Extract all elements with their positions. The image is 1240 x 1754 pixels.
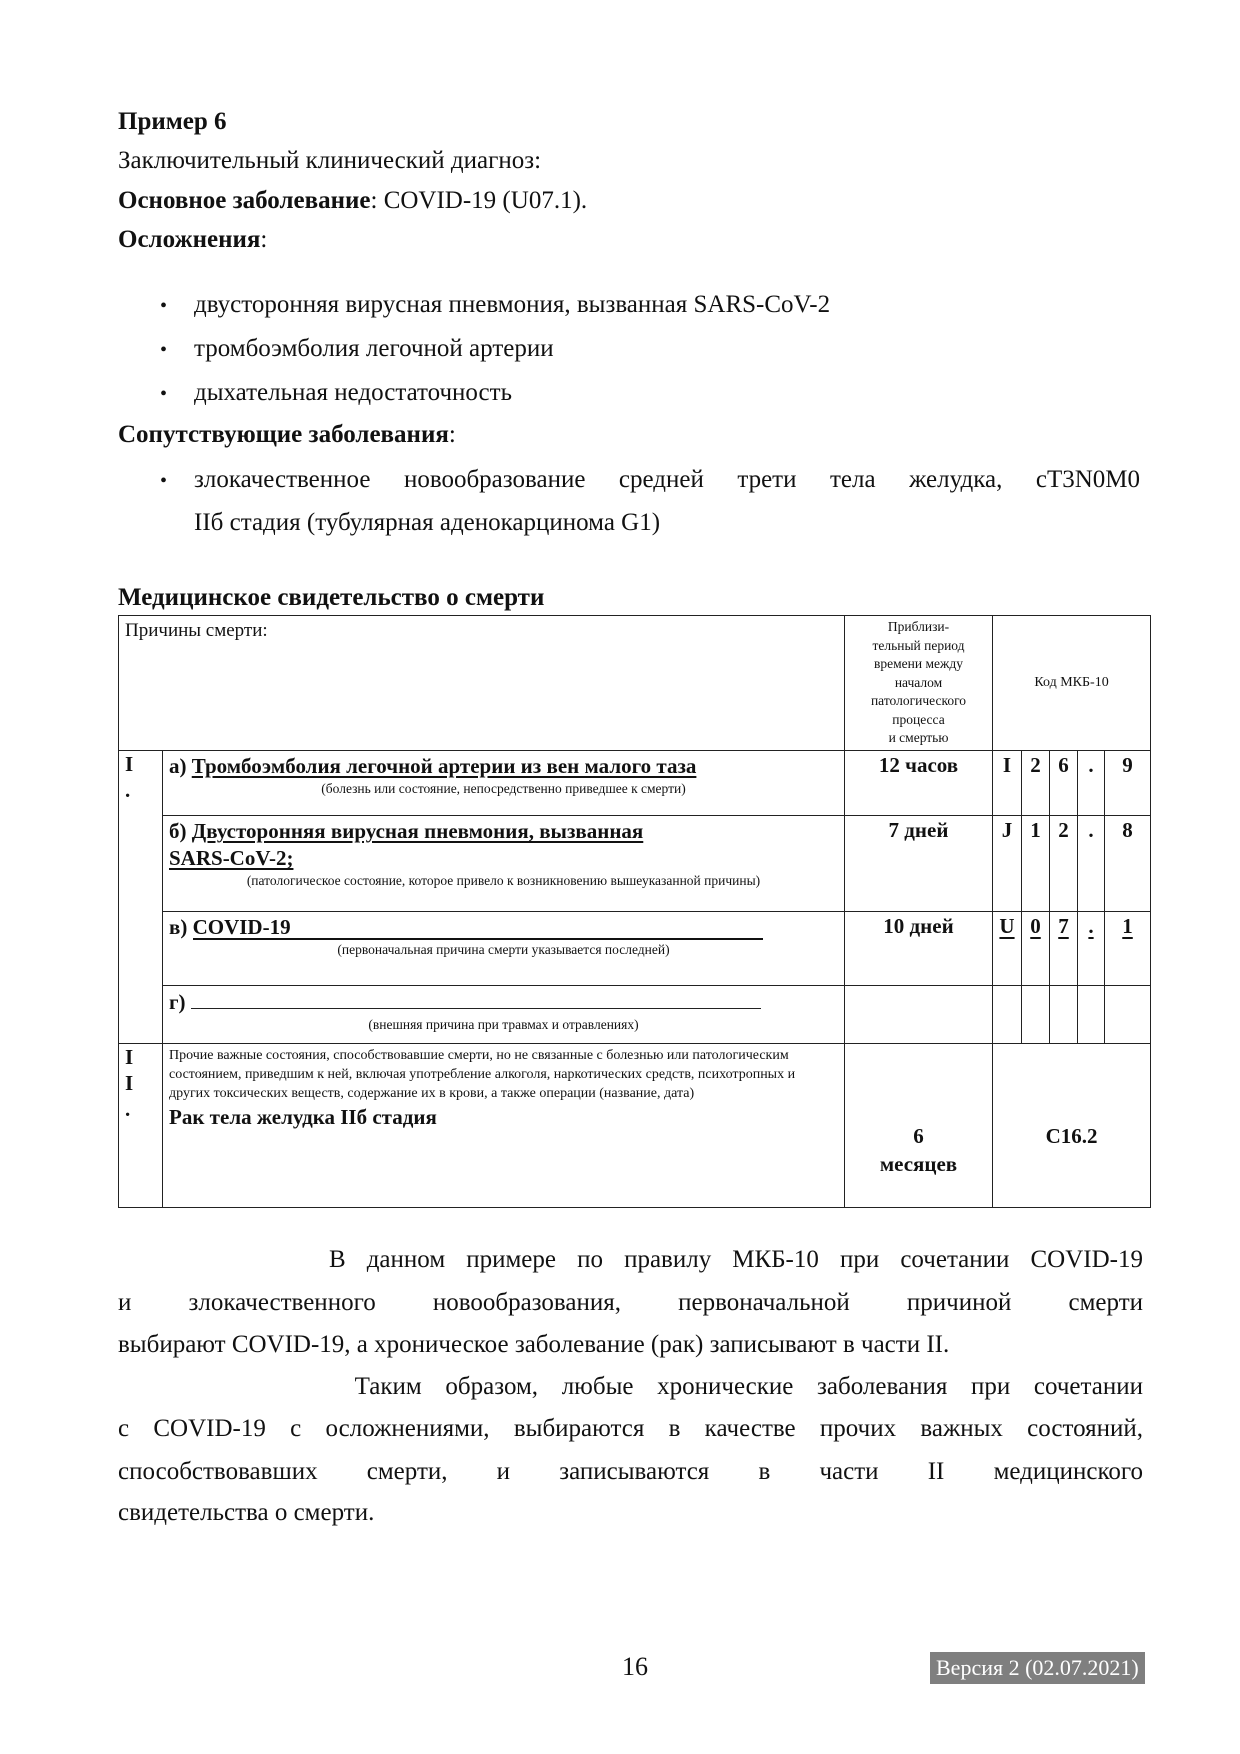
complications-label: Осложнения	[118, 226, 261, 253]
cause-underline	[193, 916, 763, 940]
period-header-line: процесса	[892, 711, 945, 727]
bullet-icon: •	[160, 339, 168, 361]
code-char-text: 0	[1030, 914, 1041, 938]
cause-line	[163, 816, 844, 845]
example-title: Пример 6	[118, 108, 227, 135]
cause-line	[163, 986, 844, 1016]
period-header-line: и смертью	[888, 730, 949, 745]
period-header-line: Приблизи-	[887, 619, 950, 634]
cause-hint: (патологическое состояние, которое привело к возникновению вышеуказанной причины)	[246, 873, 761, 888]
cause-letter: в)	[169, 915, 188, 939]
bullet-icon: •	[160, 295, 168, 317]
paragraph-line: Таким образом, любые хронические заболевания при сочетании	[118, 1373, 1143, 1400]
icd-code-cell: C16.2	[993, 1044, 1151, 1208]
code-char: .	[1078, 751, 1105, 816]
comorbid-label: Сопутствующие заболевания	[118, 421, 449, 448]
period-header-line: времени между	[874, 656, 963, 671]
period-cell: 7 дней	[845, 816, 993, 912]
cause-line	[163, 751, 844, 780]
complication-text: дыхательная недостаточность	[194, 379, 512, 406]
paragraph-line: и злокачественного новообразования, первоначальной причиной смерти	[118, 1289, 1143, 1316]
period-header	[845, 616, 993, 751]
header-row	[119, 616, 1151, 751]
table-row	[119, 986, 1151, 1044]
paragraph-line: В данном примере по правилу МКБ-10 при сочетании COVID-19	[118, 1246, 1143, 1273]
code-char	[1050, 986, 1078, 1044]
bullet-icon: •	[160, 383, 168, 405]
cause-line	[163, 912, 844, 941]
table-row	[119, 912, 1151, 986]
code-char-text: 1	[1122, 914, 1133, 938]
final-diagnosis-label: Заключительный клинический диагноз:	[118, 147, 542, 174]
code-char	[993, 912, 1022, 986]
cause-letter: г)	[169, 990, 186, 1014]
death-certificate-table	[118, 615, 1151, 1208]
code-char: J	[993, 816, 1022, 912]
part-one-label	[119, 751, 163, 1044]
comorbid-item-continuation: IIб стадия (тубулярная аденокарцинома G1)	[194, 509, 661, 536]
code-char: 2	[1022, 751, 1050, 816]
paragraph-line: выбирают COVID-19, а хроническое заболевание (рак) записывают в части II.	[118, 1331, 950, 1358]
cause-hint: (внешняя причина при травмах и отравлениях)	[368, 1017, 639, 1032]
code-char	[1105, 986, 1151, 1044]
colon: :	[448, 421, 456, 448]
cause-line	[163, 845, 844, 872]
cause-text-line2: SARS-CoV-2;	[169, 846, 294, 870]
icd-code-header: Код МКБ-10	[993, 616, 1151, 751]
period-unit: месяцев	[879, 1152, 958, 1176]
roman-dot: .	[125, 1097, 131, 1121]
code-char	[993, 986, 1022, 1044]
code-char: .	[1078, 816, 1105, 912]
table-row	[119, 751, 1151, 816]
code-char: 9	[1105, 751, 1151, 816]
period-cell: 12 часов	[845, 751, 993, 816]
period-cell	[845, 1044, 993, 1208]
code-char: 2	[1050, 816, 1078, 912]
code-char: 1	[1022, 816, 1050, 912]
other-condition-cause: Рак тела желудка IIб стадия	[169, 1105, 437, 1129]
roman-numeral: I	[125, 752, 134, 776]
comorbid-text-line1: злокачественное новообразование средней трети тела желудка, cT3N0M0	[194, 466, 1140, 493]
code-char-text: 7	[1058, 914, 1069, 938]
causes-header: Причины смерти:	[119, 616, 845, 751]
roman-dot: .	[125, 778, 131, 802]
code-char-text: U	[999, 914, 1015, 938]
complication-text: тромбоэмболия легочной артерии	[194, 335, 554, 362]
code-char	[1050, 912, 1078, 986]
complication-item	[160, 334, 554, 365]
roman-numeral: I	[125, 1071, 134, 1095]
other-conditions-description: Прочие важные состояния, способствовавшие смерти, но не связанные с болезнью или патологическим состоянием, приведшим к ней, включая употребление алкоголя, наркотических средств, психотропных и других токсических веществ, содержание их в крови, а также операции (название, дата)	[169, 1048, 796, 1101]
complication-text: двусторонняя вирусная пневмония, вызванная SARS-CoV-2	[194, 291, 831, 318]
code-char: I	[993, 751, 1022, 816]
complication-item	[160, 290, 830, 321]
cause-letter: а)	[169, 754, 187, 778]
cause-text: Двусторонняя вирусная пневмония, вызванная	[191, 819, 644, 843]
cause-blank-line	[191, 988, 761, 1009]
page-number: 16	[622, 1652, 648, 1681]
cause-cell	[163, 912, 845, 986]
table-row	[119, 816, 1151, 912]
bullet-icon: •	[160, 470, 168, 492]
colon: :	[260, 226, 268, 253]
part-two-label	[119, 1044, 163, 1208]
complications-heading	[118, 225, 267, 255]
period-header-line: тельный период	[872, 637, 965, 653]
version-badge: Версия 2 (02.07.2021)	[930, 1652, 1145, 1684]
period-value: 6	[913, 1124, 924, 1148]
paragraph-line: с COVID-19 с осложнениями, выбираются в качестве прочих важных состояний,	[118, 1415, 1143, 1442]
complication-item	[160, 378, 512, 409]
paragraph-line: способствовавших смерти, и записываются в части II медицинского	[118, 1458, 1143, 1485]
code-char-text: .	[1088, 914, 1094, 938]
main-disease-value: : COVID-19 (U07.1).	[370, 187, 588, 214]
code-char	[1078, 912, 1105, 986]
code-char	[1105, 912, 1151, 986]
period-cell: 10 дней	[845, 912, 993, 986]
main-disease-label: Основное заболевание	[118, 187, 371, 214]
code-char	[1022, 912, 1050, 986]
cause-hint: (первоначальная причина смерти указывается последней)	[337, 942, 670, 957]
comorbid-heading	[118, 420, 456, 450]
period-header-line: патологического	[870, 693, 967, 708]
code-char	[1078, 986, 1105, 1044]
cause-cell	[163, 986, 845, 1044]
code-char: 8	[1105, 816, 1151, 912]
main-disease	[118, 186, 587, 216]
code-char	[1022, 986, 1050, 1044]
part-two-row	[119, 1044, 1151, 1208]
comorbid-item	[160, 465, 1150, 496]
period-cell	[845, 986, 993, 1044]
cause-letter: б)	[169, 819, 187, 843]
certificate-title: Медицинское свидетельство о смерти	[118, 584, 545, 611]
period-header-line: началом	[894, 674, 943, 690]
roman-numeral: I	[125, 1045, 134, 1069]
other-conditions-cell	[163, 1044, 845, 1208]
cause-cell	[163, 751, 845, 816]
cause-hint: (болезнь или состояние, непосредственно приведшее к смерти)	[321, 781, 686, 796]
cause-text: Тромбоэмболия легочной артерии из вен малого таза	[191, 754, 697, 778]
code-char: 6	[1050, 751, 1078, 816]
cause-cell	[163, 816, 845, 912]
paragraph-line: свидетельства о смерти.	[118, 1499, 375, 1526]
cause-text: COVID-19	[192, 915, 291, 939]
